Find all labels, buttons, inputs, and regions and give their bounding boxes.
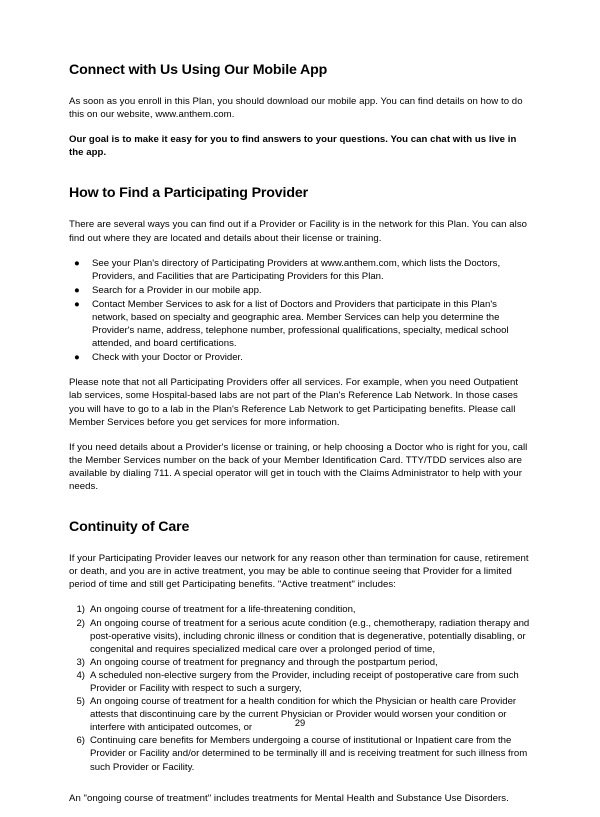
document-content bbox=[69, 62, 531, 817]
paragraph-continuity-intro: If your Participating Provider leaves our network for any reason other than termination for cause, retirement or death, and you are in active treatment, you may be able to continue seeing that Provider for a limited period of time and still get Participating benefits. "Active treatment" includes: bbox=[69, 553, 529, 591]
bullet-icon: ● bbox=[74, 298, 80, 310]
list-item-marker: 4) bbox=[76, 669, 85, 681]
list-item bbox=[69, 734, 531, 773]
list-item-text: An ongoing course of treatment for a life-threatening condition, bbox=[90, 604, 356, 616]
page-number: 29 bbox=[294, 718, 306, 728]
list-item-text: Contact Member Services to ask for a list of Doctors and Providers that participate in this Plan's network, based on specialty and geographic area. Member Services can help you determine the Provider's name, address, telephone number, professional qualifications, specialty, medical school attended, and board certifications. bbox=[92, 298, 509, 350]
paragraph-please-note-services: Please note that not all Participating Providers offer all services. For example, when you need Outpatient lab services, some Hospital-based labs are not part of the Plan's Reference Lab Network. In those cases you will have to go to a lab in the Plan's Reference Lab Network to get Participating benefits. Please call Member Services before you get services for more information. bbox=[69, 377, 519, 428]
paragraph-mobile-app-enroll: As soon as you enroll in this Plan, you should download our mobile app. You can find details on how to do this on our website, www.anthem.com. bbox=[69, 96, 523, 121]
list-item-marker: 2) bbox=[76, 617, 85, 629]
bullet-icon: ● bbox=[74, 257, 80, 269]
list-active-treatment-items bbox=[69, 603, 531, 773]
list-item-text: Search for a Provider in our mobile app. bbox=[92, 284, 262, 296]
bullet-icon: ● bbox=[74, 352, 80, 364]
paragraph-find-provider-intro: There are several ways you can find out if a Provider or Facility is in the network for this Plan. You can also find out where they are located and details about their license or training. bbox=[69, 219, 528, 244]
list-item bbox=[69, 669, 531, 695]
list-item-marker: 6) bbox=[76, 735, 85, 747]
bullet-icon: ● bbox=[74, 284, 80, 296]
list-item bbox=[69, 656, 531, 669]
list-item-marker: 1) bbox=[76, 604, 85, 616]
list-item bbox=[69, 617, 531, 656]
list-item bbox=[69, 298, 531, 350]
list-item-text: Continuing care benefits for Members undergoing a course of institutional or Inpatient care from the Provider or Facility and/or determined to be terminally ill and is receiving treatment for such illness from such Provider or Facility. bbox=[90, 735, 528, 773]
list-item-text: See your Plan's directory of Participating Providers at www.anthem.com, which lists the Doctors, Providers, and Facilities that are Participating Providers for this Plan. bbox=[92, 257, 501, 282]
paragraph-provider-license-details: If you need details about a Provider's license or training, or help choosing a Doctor who is right for you, call the Member Services number on the back of your Member Identification Card. TTY/TDD services also are available by dialing 711. A special operator will get in touch with the Claims Administrator to help with your needs. bbox=[69, 441, 528, 493]
list-item-marker: 5) bbox=[76, 696, 85, 708]
list-item-marker: 3) bbox=[76, 656, 85, 668]
list-item bbox=[69, 257, 531, 283]
list-item bbox=[69, 284, 531, 297]
list-ways-to-find-provider bbox=[69, 257, 531, 365]
list-item-text: A scheduled non-elective surgery from the Provider, including receipt of postoperative care from such Provider or Facility with respect to such a surgery, bbox=[90, 669, 519, 694]
list-item bbox=[69, 351, 531, 364]
heading-how-to-find-provider: How to Find a Participating Provider bbox=[69, 185, 308, 202]
heading-continuity-of-care: Continuity of Care bbox=[69, 519, 190, 536]
paragraph-mobile-app-goal: Our goal is to make it easy for you to find answers to your questions. You can chat with us live in the app. bbox=[69, 134, 517, 159]
heading-connect-with-us: Connect with Us Using Our Mobile App bbox=[69, 62, 328, 78]
list-item-text: Check with your Doctor or Provider. bbox=[92, 352, 243, 364]
list-item-text: An ongoing course of treatment for a serious acute condition (e.g., chemotherapy, radiation therapy and post-operative visits), including chronic illness or condition that is degenerative, potentially disabling, or congenital and requires specialized medical care over a prolonged period of time, bbox=[90, 617, 530, 655]
list-item-text: An ongoing course of treatment for pregnancy and through the postpartum period, bbox=[90, 656, 438, 668]
list-item bbox=[69, 603, 531, 616]
list-item-text: An ongoing course of treatment for a health condition for which the Physician or health care Provider attests that discontinuing care by the current Physician or Provider would worsen your condition or interfere with anticipated outcomes, or bbox=[90, 696, 517, 734]
paragraph-ongoing-course-definition: An "ongoing course of treatment" includes treatments for Mental Health and Substance Use Disorders. bbox=[69, 792, 509, 804]
